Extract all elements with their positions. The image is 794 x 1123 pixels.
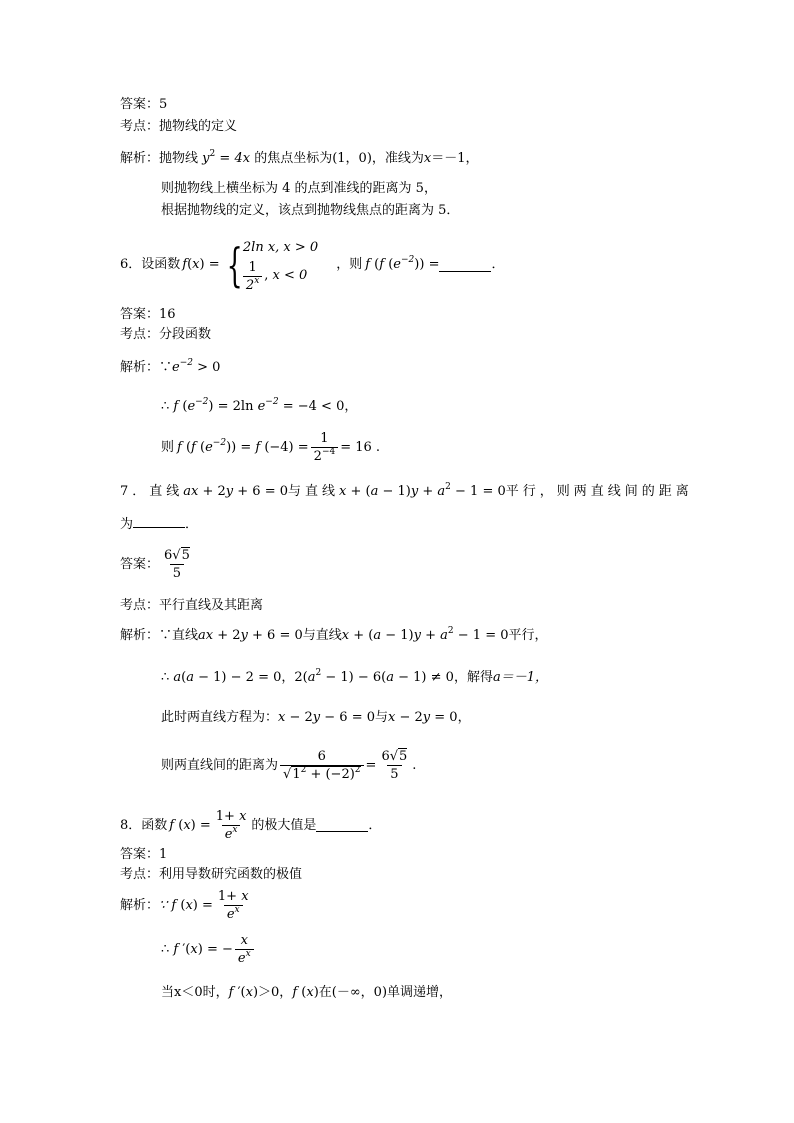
q6-step-2: ∴ f $(e^{-2}) = 2\ln$ $e^{-2} = -4 < 0$，: [161, 397, 358, 414]
q8-question: 8．函数 f (x) = $\frac{1+ x}{e^x}$ 的极大值是 ．: [120, 809, 382, 842]
q6-question: 6．设函数 f ( x ) = { 2ln x, x > 0 $\frac{1}{2^x}$ , x < 0 ，则 f (f $(e^{-2})$) = ．: [120, 238, 505, 293]
q7-line-1: ax + 2y + 6 = 0: [183, 484, 289, 499]
topic-label: 考点：: [120, 119, 160, 134]
q7-answer-blank: [133, 515, 185, 528]
q8-step-3: 当x＜0时，f ′(x)＞0，f (x)在(－∞，0)单调递增，: [161, 985, 453, 1000]
q7-step-4: 则两直线间的距离为 $\frac{6}{√1^2 + (-2)^2}$ = $\frac{6√5}{5}$ .: [161, 749, 417, 782]
q6-analysis-line: 解析：$\because e^{-2} > 0$: [120, 358, 221, 375]
q6-answer: 16: [159, 307, 176, 322]
q7-question-cont: 为 ．: [120, 517, 199, 532]
q7-topic: 平行直线及其距离: [159, 598, 264, 613]
q7-number: 7．直线: [120, 484, 184, 499]
q8-number: 8．函数: [120, 817, 168, 833]
q7-analysis-line: 解析：∵直线ax + 2y + 6 = 0与直线$x + (a - 1)y + a^2 - 1 = 0$平行，: [120, 626, 548, 643]
q6-ask-expression: f (f $(e^{-2})$) =: [365, 255, 440, 272]
q8-analysis-line: 解析： ∵ f (x) = $\frac{1+ x}{e^x}$: [120, 889, 249, 922]
q7-step-2: ∴ a(a − 1) − 2 = 0，$2(a^2 - 1) - 6(a - 1) \ne 0$，解得a＝－1，: [161, 668, 548, 685]
q6-answer-line: 答案：16: [120, 307, 176, 322]
left-brace: {: [226, 238, 243, 292]
q8-answer-line: 答案：1: [120, 847, 168, 862]
q5-analysis-line-2: 则抛物线上横坐标为 4 的点到准线的距离为 5，: [161, 181, 437, 196]
q5-topic: 抛物线的定义: [159, 119, 238, 134]
q6-step-3: 则 f (f $(e^{-2})) = f$ (−4) = $\frac{1}{2^{-4}}$ = 16 .: [161, 431, 381, 464]
q5-parabola-formula: $y^2 = 4x$: [202, 149, 251, 166]
q6-case-1: 2ln x, x > 0: [242, 239, 319, 255]
q6-case-2: $\frac{1}{2^x}$ , x < 0: [243, 259, 318, 294]
q7-step-3: 此时两直线方程为：x − 2y − 6 = 0与x − 2y = 0，: [161, 710, 471, 725]
q8-answer-blank: [316, 819, 368, 832]
q5-answer-line: [120, 97, 167, 113]
q7-answer-fraction: $\frac{6√5}{5}$: [164, 548, 190, 581]
q7-line-2: $x + (a - 1)y + a^2 - 1 = 0$: [339, 482, 506, 499]
q5-analysis-line: 解析：抛物线 $y^2 = 4x$ 的焦点坐标为(1，0)，准线为x＝－1，: [120, 149, 479, 166]
q6-topic: 分段函数: [159, 327, 212, 342]
q6-piecewise: [243, 237, 318, 294]
q5-answer: 5: [159, 97, 168, 112]
analysis-label: 解析：: [120, 151, 160, 166]
q6-topic-line: 考点：分段函数: [120, 327, 212, 342]
q6-number: 6．设函数: [120, 257, 181, 272]
q5-analysis-line-3: 根据抛物线的定义，该点到抛物线焦点的距离为 5．: [161, 203, 460, 218]
q7-answer-line: 答案： $\frac{6√5}{5}$: [120, 547, 195, 582]
q8-step-2: ∴ f ′(x) = − $\frac{x}{e^x}$: [161, 932, 256, 967]
q8-answer: 1: [159, 847, 168, 862]
q7-question: 7．直线ax + 2y + 6 = 0与直线$x + (a - 1)y + a^2 - 1 = 0$平行，则两直线间的距离: [120, 482, 693, 499]
answer-label: 答案：: [120, 97, 160, 112]
q6-answer-blank: [439, 259, 491, 272]
q5-topic-line: [120, 119, 237, 135]
q8-topic-line: 考点：利用导数研究函数的极值: [120, 867, 303, 882]
q7-topic-line: 考点：平行直线及其距离: [120, 598, 264, 613]
q6-step-1: $\because e^{-2} > 0$: [159, 358, 221, 375]
q8-topic: 利用导数研究函数的极值: [159, 867, 303, 882]
